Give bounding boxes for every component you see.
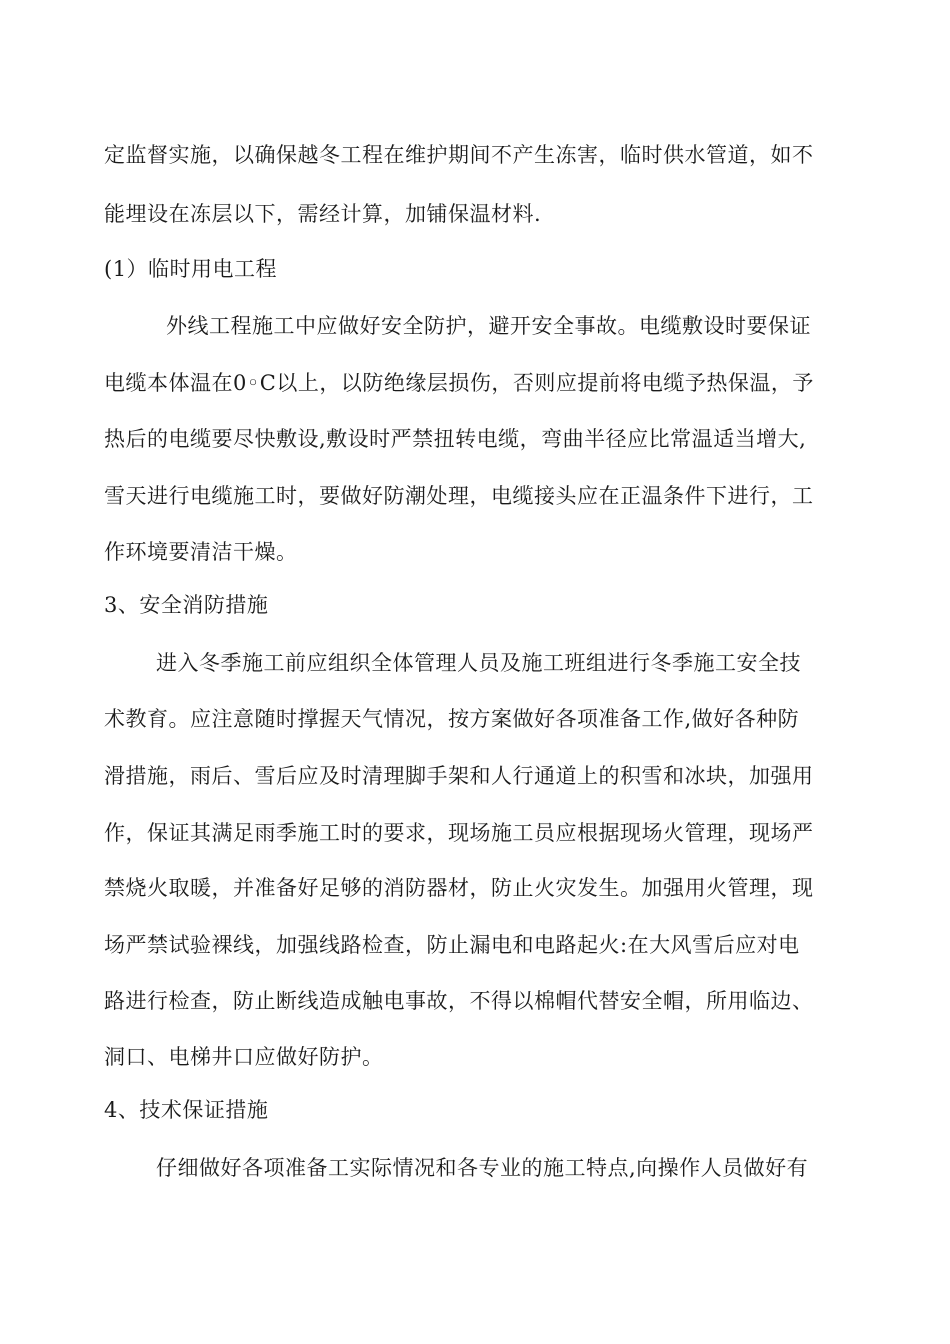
section-heading: 4、技术保证措施 — [104, 1098, 269, 1122]
text-line: 能埋设在冻层以下，需经计算，加铺保温材料. — [104, 202, 542, 226]
text-line: 作，保证其满足雨季施工时的要求，现场施工员应根据现场火管理，现场严 — [104, 821, 814, 845]
text-line: 场严禁试验裸线，加强线路检查，防止漏电和电路起火:在大风雪后应对电 — [104, 933, 800, 957]
text-line: 滑措施，雨后、雪后应及时清理脚手架和人行通道上的积雪和冰块，加强用 — [104, 764, 814, 788]
text-line: 定监督实施，以确保越冬工程在维护期间不产生冻害，临时供水管道，如不 — [104, 143, 814, 167]
text-line: 电缆本体温在0◦C以上，以防绝缘层损伤，否则应提前将电缆予热保温，予 — [104, 371, 814, 395]
text-line: 术教育。应注意随时撑握天气情况，按方案做好各项准备工作,做好各种防 — [104, 707, 800, 731]
text-line: 禁烧火取暖，并准备好足够的消防器材，防止火灾发生。加强用火管理，现 — [104, 876, 814, 900]
section-heading: (1）临时用电工程 — [104, 257, 278, 281]
section-heading: 3、安全消防措施 — [104, 593, 269, 617]
text-line: 外线工程施工中应做好安全防护，避开安全事故。电缆敷设时要保证 — [166, 314, 811, 338]
text-line: 仔细做好各项准备工实际情况和各专业的施工特点,向操作人员做好有 — [156, 1156, 809, 1180]
text-line: 作环境要清洁干燥。 — [104, 540, 298, 564]
text-line: 洞口、电梯井口应做好防护。 — [104, 1045, 384, 1069]
text-line: 热后的电缆要尽快敷设,敷设时严禁扭转电缆，弯曲半径应比常温适当增大, — [104, 427, 807, 451]
text-line: 路进行检查，防止断线造成触电事故，不得以棉帽代替安全帽，所用临边、 — [104, 989, 814, 1013]
text-line: 雪天进行电缆施工时，要做好防潮处理，电缆接头应在正温条件下进行，工 — [104, 484, 814, 508]
text-line: 进入冬季施工前应组织全体管理人员及施工班组进行冬季施工安全技 — [156, 651, 801, 675]
